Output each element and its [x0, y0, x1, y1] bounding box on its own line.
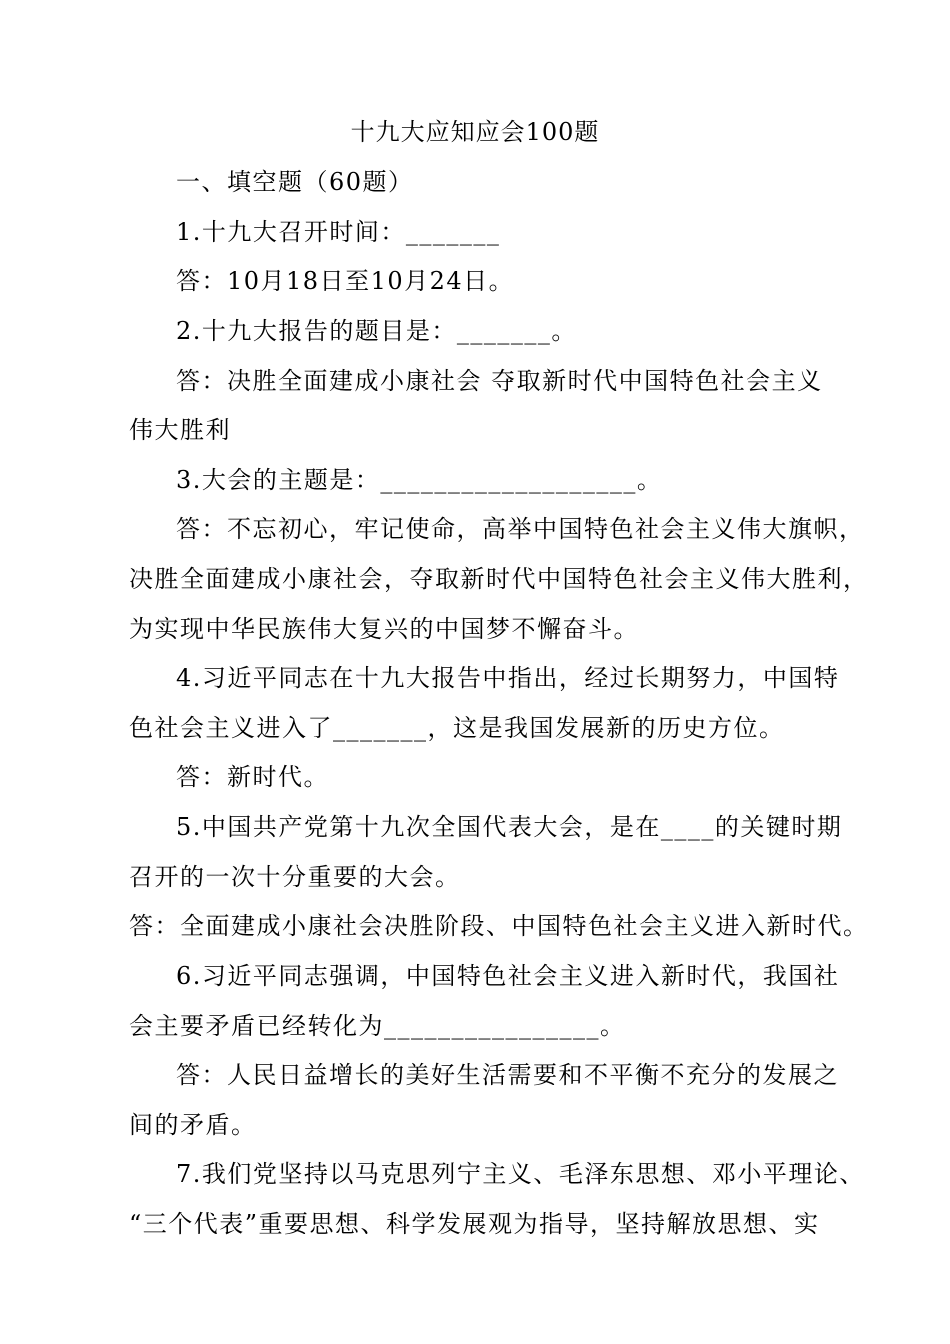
answer-3-line-3: 为实现中华民族伟大复兴的中国梦不懈奋斗。 — [129, 615, 639, 643]
question-1: 1.十九大召开时间：_______ — [176, 218, 501, 246]
question-2: 2.十九大报告的题目是：_______。 — [176, 317, 577, 345]
question-7-line-2: “三个代表”重要思想、科学发展观为指导，坚持解放思想、实 — [129, 1210, 820, 1238]
answer-3-line-1: 答：不忘初心，牢记使命，高举中国特色社会主义伟大旗帜， — [176, 515, 865, 543]
question-7-line-1: 7.我们党坚持以马克思列宁主义、毛泽东思想、邓小平理论、 — [176, 1160, 865, 1188]
question-6-line-2: 会主要矛盾已经转化为________________。 — [129, 1012, 626, 1040]
question-6-line-1: 6.习近平同志强调，中国特色社会主义进入新时代，我国社 — [176, 962, 840, 990]
section-heading: 一、填空题（60题） — [176, 168, 414, 196]
question-5-line-1: 5.中国共产党第十九次全国代表大会，是在____的关键时期 — [176, 813, 843, 841]
answer-6-line-2: 间的矛盾。 — [129, 1111, 257, 1139]
answer-1: 答：10月18日至10月24日。 — [176, 267, 515, 295]
answer-3-line-2: 决胜全面建成小康社会，夺取新时代中国特色社会主义伟大胜利， — [129, 565, 869, 593]
question-5-line-2: 召开的一次十分重要的大会。 — [129, 863, 461, 891]
question-3: 3.大会的主题是：___________________。 — [176, 466, 663, 494]
document-title: 十九大应知应会100题 — [350, 118, 600, 146]
answer-2-line-1: 答：决胜全面建成小康社会 夺取新时代中国特色社会主义 — [176, 367, 823, 395]
answer-2-line-2: 伟大胜利 — [129, 416, 231, 444]
answer-6-line-1: 答：人民日益增长的美好生活需要和不平衡不充分的发展之 — [176, 1061, 839, 1089]
question-4-line-1: 4.习近平同志在十九大报告中指出，经过长期努力，中国特 — [176, 664, 840, 692]
question-4-line-2: 色社会主义进入了_______，这是我国发展新的历史方位。 — [129, 714, 785, 742]
answer-5: 答：全面建成小康社会决胜阶段、中国特色社会主义进入新时代。 — [129, 912, 869, 940]
answer-4: 答：新时代。 — [176, 763, 329, 791]
